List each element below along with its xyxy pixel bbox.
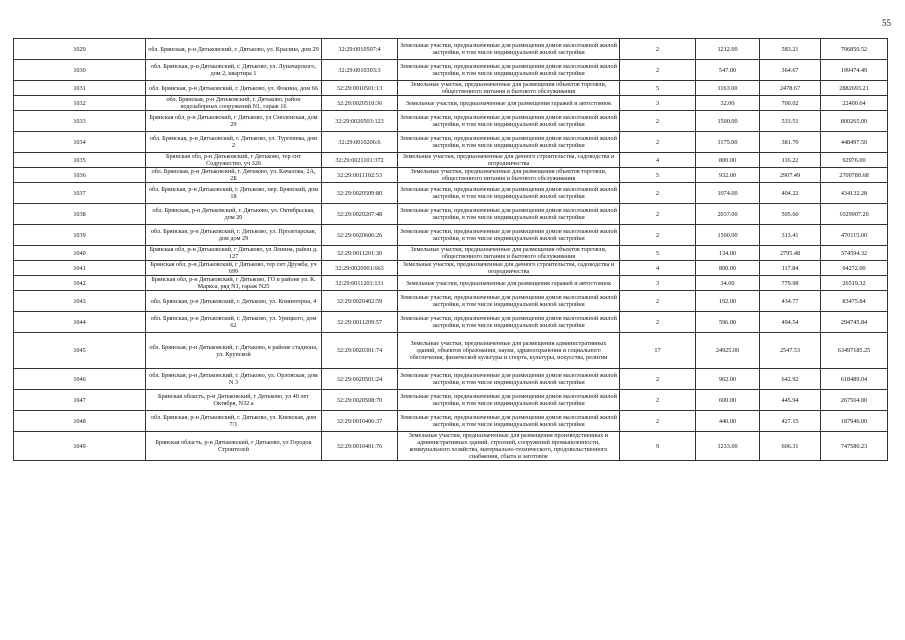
cadastral-number-cell: 32:29:0020501:24 (322, 369, 398, 390)
usage-group-cell: 2 (620, 411, 696, 432)
specific-value-cell: 583.21 (760, 39, 821, 60)
land-use-description-cell: Земельные участки, предназначенные для размещения объектов торговли, общественного питания и бытового обслуживания (398, 246, 620, 261)
specific-value-cell: 642.92 (760, 369, 821, 390)
table-row (14, 183, 888, 204)
land-use-description-cell: Земельные участки, предназначенные для дачного строительства, садоводства и огородничества (398, 153, 620, 168)
table-row (14, 96, 888, 111)
specific-value-cell: 117.84 (760, 261, 821, 276)
row-number-cell: 1039 (14, 225, 146, 246)
row-number-cell: 1048 (14, 411, 146, 432)
usage-group-cell: 4 (620, 261, 696, 276)
row-number-cell: 1044 (14, 312, 146, 333)
row-number-cell: 1042 (14, 276, 146, 291)
land-use-description-cell: Земельные участки, предназначенные для размещения домов малоэтажной жилой застройки, в том числе индивидуальной жилой застройки (398, 39, 620, 60)
land-use-description-cell: Земельные участки, предназначенные для размещения домов малоэтажной жилой застройки, в том числе индивидуальной жилой застройки (398, 183, 620, 204)
land-use-description-cell: Земельные участки, предназначенные для размещения гаражей и автостоянок (398, 276, 620, 291)
area-cell: 2037.00 (696, 204, 760, 225)
page-number: 55 (882, 18, 891, 28)
row-number-cell: 1030 (14, 60, 146, 81)
land-use-description-cell: Земельные участки, предназначенные для размещения объектов торговли, общественного питания и бытового обслуживания (398, 81, 620, 96)
area-cell: 1233.00 (696, 432, 760, 461)
usage-group-cell: 2 (620, 369, 696, 390)
address-cell: обл. Брянская, р-н Дятьковский, г. Дятьково, ул. Орловская, дом N 3 (146, 369, 322, 390)
row-number-cell: 1045 (14, 333, 146, 369)
specific-value-cell: 505.60 (760, 204, 821, 225)
cadastral-number-cell: 32:29:0020402:59 (322, 291, 398, 312)
row-number-cell: 1031 (14, 81, 146, 96)
specific-value-cell: 494.54 (760, 312, 821, 333)
table-row (14, 411, 888, 432)
table-row (14, 153, 888, 168)
cadastral-value-cell: 63497185.25 (821, 333, 888, 369)
address-cell: обл. Брянская, р-н Дятьковский, г. Дятьково, ул. Фокина, дом 66 (146, 81, 322, 96)
specific-value-cell: 2795.48 (760, 246, 821, 261)
cadastral-number-cell: 32:29:0020301:74 (322, 333, 398, 369)
table-row (14, 39, 888, 60)
cadastral-number-cell: 32:29:0010501:13 (322, 81, 398, 96)
cadastral-value-table (13, 38, 888, 461)
area-cell: 1074.00 (696, 183, 760, 204)
area-cell: 134.00 (696, 246, 760, 261)
land-use-description-cell: Земельные участки, предназначенные для размещения домов малоэтажной жилой застройки, в том числе индивидуальной жилой застройки (398, 390, 620, 411)
address-cell: обл. Брянская, р-н Дятьковский, г. Дятьково, в районе стадиона, ул. Крупской (146, 333, 322, 369)
address-cell: Брянская обл, р-н Дятьковский, г Дятьково, ГО в районе ул. К. Маркса, ряд N1, гараж N25 (146, 276, 322, 291)
usage-group-cell: 3 (620, 276, 696, 291)
cadastral-value-cell: 800265.00 (821, 111, 888, 132)
usage-group-cell: 2 (620, 291, 696, 312)
land-use-description-cell: Земельные участки, предназначенные для размещения производственных и административных зданий, строений, сооружений промышленности, коммунального хозяйства, материально-технического, продовольственного снабжения, сбыта и заготовок (398, 432, 620, 461)
table-row (14, 204, 888, 225)
address-cell: Брянская обл, р-н Дятьковский, г Дятьково, ул Смоленская, дом 29 (146, 111, 322, 132)
table-row (14, 225, 888, 246)
row-number-cell: 1040 (14, 246, 146, 261)
cadastral-value-cell: 448497.50 (821, 132, 888, 153)
usage-group-cell: 4 (620, 153, 696, 168)
address-cell: обл. Брянская, р-н Дятьковский, г. Дятьково, пер. Брянский, дом 18 (146, 183, 322, 204)
area-cell: 1163.00 (696, 81, 760, 96)
address-cell: Брянская область, р-н Дятьковский, г Дятьково, ул 40 лет Октября, N32 а (146, 390, 322, 411)
address-cell: Брянская обл, р-н Дятьковский, г Дятьково, ул Ленина, район д. 127 (146, 246, 322, 261)
specific-value-cell: 313.41 (760, 225, 821, 246)
row-number-cell: 1041 (14, 261, 146, 276)
table-row (14, 81, 888, 96)
usage-group-cell: 5 (620, 168, 696, 183)
specific-value-cell: 364.67 (760, 60, 821, 81)
row-number-cell: 1037 (14, 183, 146, 204)
usage-group-cell: 17 (620, 333, 696, 369)
cadastral-value-cell: 706850.52 (821, 39, 888, 60)
table-row (14, 111, 888, 132)
area-cell: 1212.00 (696, 39, 760, 60)
cadastral-value-cell: 267564.00 (821, 390, 888, 411)
row-number-cell: 1035 (14, 153, 146, 168)
row-number-cell: 1049 (14, 432, 146, 461)
specific-value-cell: 445.94 (760, 390, 821, 411)
land-use-description-cell: Земельные участки, предназначенные для размещения домов малоэтажной жилой застройки, в том числе индивидуальной жилой застройки (398, 291, 620, 312)
cadastral-number-cell: 32:29:0020503:123 (322, 111, 398, 132)
cadastral-value-cell: 470115.00 (821, 225, 888, 246)
usage-group-cell: 2 (620, 183, 696, 204)
address-cell: обл. Брянская, р-н Дятьковский, г. Дятьково, ул. Пролетарская, дом дом 29 (146, 225, 322, 246)
cadastral-value-cell: 434132.28 (821, 183, 888, 204)
cadastral-value-cell: 187946.00 (821, 411, 888, 432)
area-cell: 32.00 (696, 96, 760, 111)
specific-value-cell: 779.98 (760, 276, 821, 291)
specific-value-cell: 2547.53 (760, 333, 821, 369)
cadastral-value-cell: 26519.32 (821, 276, 888, 291)
cadastral-number-cell: 32:29:0011102:53 (322, 168, 398, 183)
specific-value-cell: 606.31 (760, 432, 821, 461)
row-number-cell: 1034 (14, 132, 146, 153)
cadastral-value-cell: 618489.04 (821, 369, 888, 390)
address-cell: обл. Брянская, р-н Дятьковский, г. Дятьково, район водозаборных сооружений N1, гараж 16 (146, 96, 322, 111)
address-cell: обл. Брянская, р-н Дятьковский, г. Дятьково, ул. Октябрьская, дом 20 (146, 204, 322, 225)
area-cell: 1500.00 (696, 225, 760, 246)
cadastral-number-cell: 32:29:0021101:372 (322, 153, 398, 168)
row-number-cell: 1032 (14, 96, 146, 111)
address-cell: Брянская обл, р-н Дятьковский, г Дятьково, тер снт Дружба, уч 699 (146, 261, 322, 276)
address-cell: обл. Брянская, р-н Дятьковский, г. Дятьково, ул. Коминтерна, 4 (146, 291, 322, 312)
land-use-description-cell: Земельные участки, предназначенные для размещения административных зданий, объектов образования, науки, здравоохранения и социального обеспечения, физической культуры и спорта, культуры, искусства, религии (398, 333, 620, 369)
table-row (14, 333, 888, 369)
land-use-description-cell: Земельные участки, предназначенные для размещения объектов торговли, общественного питания и бытового обслуживания (398, 168, 620, 183)
table-row (14, 432, 888, 461)
land-use-description-cell: Земельные участки, предназначенные для размещения домов малоэтажной жилой застройки, в том числе индивидуальной жилой застройки (398, 204, 620, 225)
cadastral-value-cell: 747580.23 (821, 432, 888, 461)
address-cell: обл. Брянская, р-н Дятьковский, г. Дятьково, ул. Киевская, дом 7/1 (146, 411, 322, 432)
usage-group-cell: 2 (620, 390, 696, 411)
area-cell: 34.00 (696, 276, 760, 291)
cadastral-number-cell: 32:29:0010206:6 (322, 132, 398, 153)
area-cell: 1500.00 (696, 111, 760, 132)
address-cell: обл. Брянская, р-н Дятьковский, г. Дятьково, ул. Качалова, 2А, 2Б (146, 168, 322, 183)
cadastral-number-cell: 32:29:0020606:26 (322, 225, 398, 246)
specific-value-cell: 2907.49 (760, 168, 821, 183)
specific-value-cell: 116.22 (760, 153, 821, 168)
land-use-description-cell: Земельные участки, предназначенные для размещения домов малоэтажной жилой застройки, в том числе индивидуальной жилой застройки (398, 132, 620, 153)
row-number-cell: 1029 (14, 39, 146, 60)
cadastral-value-cell: 92976.00 (821, 153, 888, 168)
land-use-description-cell: Земельные участки, предназначенные для размещения домов малоэтажной жилой застройки, в том числе индивидуальной жилой застройки (398, 312, 620, 333)
land-use-description-cell: Земельные участки, предназначенные для дачного строительства, садоводства и огородничества (398, 261, 620, 276)
area-cell: 596.00 (696, 312, 760, 333)
area-cell: 962.00 (696, 369, 760, 390)
specific-value-cell: 700.02 (760, 96, 821, 111)
table-row (14, 291, 888, 312)
specific-value-cell: 427.15 (760, 411, 821, 432)
address-cell: обл. Брянская, р-н Дятьковский, г. Дятьково, ул. Луначарского, дом 2, квартира 1 (146, 60, 322, 81)
area-cell: 600.00 (696, 390, 760, 411)
row-number-cell: 1043 (14, 291, 146, 312)
cadastral-number-cell: 32:29:0020509:80 (322, 183, 398, 204)
table-body (14, 39, 888, 461)
cadastral-value-cell: 199474.49 (821, 60, 888, 81)
cadastral-number-cell: 32:29:0020510:36 (322, 96, 398, 111)
land-use-description-cell: Земельные участки, предназначенные для размещения домов малоэтажной жилой застройки, в том числе индивидуальной жилой застройки (398, 60, 620, 81)
address-cell: Брянская область, р-н Дятьковский, г Дятьково, ул Городок Строителей (146, 432, 322, 461)
cadastral-value-cell: 2882693.21 (821, 81, 888, 96)
specific-value-cell: 404.22 (760, 183, 821, 204)
specific-value-cell: 533.51 (760, 111, 821, 132)
land-use-description-cell: Земельные участки, предназначенные для размещения домов малоэтажной жилой застройки, в том числе индивидуальной жилой застройки (398, 411, 620, 432)
cadastral-number-cell: 32:29:0020207:48 (322, 204, 398, 225)
area-cell: 800.00 (696, 153, 760, 168)
address-cell: Брянская обл, р-н Дятьковский, г Дятьково, тер снт Содружество, уч 326 (146, 153, 322, 168)
usage-group-cell: 2 (620, 132, 696, 153)
usage-group-cell: 3 (620, 96, 696, 111)
area-cell: 440.00 (696, 411, 760, 432)
usage-group-cell: 5 (620, 81, 696, 96)
row-number-cell: 1038 (14, 204, 146, 225)
usage-group-cell: 5 (620, 246, 696, 261)
area-cell: 24925.00 (696, 333, 760, 369)
usage-group-cell: 2 (620, 39, 696, 60)
table-row (14, 261, 888, 276)
cadastral-value-cell: 294745.84 (821, 312, 888, 333)
specific-value-cell: 434.77 (760, 291, 821, 312)
usage-group-cell: 2 (620, 60, 696, 81)
cadastral-value-cell: 22400.64 (821, 96, 888, 111)
address-cell: обл. Брянская, р-н Дятьковский, г. Дятьково, ул. Красина, дом 29 (146, 39, 322, 60)
address-cell: обл. Брянская, р-н Дятьковский, г. Дятьково, ул. Урицкого, дом 62 (146, 312, 322, 333)
address-cell: обл. Брянская, р-н Дятьковский, г. Дятьково, ул. Тургенева, дом 2 (146, 132, 322, 153)
table-row (14, 246, 888, 261)
cadastral-value-cell: 374594.32 (821, 246, 888, 261)
usage-group-cell: 2 (620, 111, 696, 132)
row-number-cell: 1046 (14, 369, 146, 390)
land-use-description-cell: Земельные участки, предназначенные для размещения гаражей и автостоянок (398, 96, 620, 111)
cadastral-number-cell: 32:29:0010507:4 (322, 39, 398, 60)
usage-group-cell: 2 (620, 225, 696, 246)
cadastral-value-cell: 1029907.20 (821, 204, 888, 225)
area-cell: 192.00 (696, 291, 760, 312)
cadastral-value-cell: 83475.84 (821, 291, 888, 312)
area-cell: 800.00 (696, 261, 760, 276)
cadastral-number-cell: 32:29:0010406:37 (322, 411, 398, 432)
land-use-description-cell: Земельные участки, предназначенные для размещения домов малоэтажной жилой застройки, в том числе индивидуальной жилой застройки (398, 369, 620, 390)
cadastral-value-cell: 94272.00 (821, 261, 888, 276)
table-row (14, 60, 888, 81)
row-number-cell: 1033 (14, 111, 146, 132)
usage-group-cell: 2 (620, 204, 696, 225)
area-cell: 932.00 (696, 168, 760, 183)
land-use-description-cell: Земельные участки, предназначенные для размещения домов малоэтажной жилой застройки, в том числе индивидуальной жилой застройки (398, 111, 620, 132)
row-number-cell: 1047 (14, 390, 146, 411)
specific-value-cell: 2478.67 (760, 81, 821, 96)
cadastral-number-cell: 32:29:0010401:76 (322, 432, 398, 461)
table-row (14, 312, 888, 333)
table-row (14, 168, 888, 183)
cadastral-number-cell: 32:29:0011201:30 (322, 246, 398, 261)
specific-value-cell: 381.70 (760, 132, 821, 153)
cadastral-number-cell: 32:29:0011201:131 (322, 276, 398, 291)
cadastral-number-cell: 32:29:0010303:3 (322, 60, 398, 81)
area-cell: 547.00 (696, 60, 760, 81)
row-number-cell: 1036 (14, 168, 146, 183)
cadastral-number-cell: 32:29:0020508:70 (322, 390, 398, 411)
cadastral-number-cell: 32:29:0011209:57 (322, 312, 398, 333)
table-row (14, 390, 888, 411)
table-row (14, 369, 888, 390)
cadastral-number-cell: 32:29:0020901:663 (322, 261, 398, 276)
table-row (14, 132, 888, 153)
usage-group-cell: 2 (620, 312, 696, 333)
land-use-description-cell: Земельные участки, предназначенные для размещения домов малоэтажной жилой застройки, в том числе индивидуальной жилой застройки (398, 225, 620, 246)
area-cell: 1175.00 (696, 132, 760, 153)
table-row (14, 276, 888, 291)
cadastral-value-cell: 2709780.68 (821, 168, 888, 183)
usage-group-cell: 9 (620, 432, 696, 461)
